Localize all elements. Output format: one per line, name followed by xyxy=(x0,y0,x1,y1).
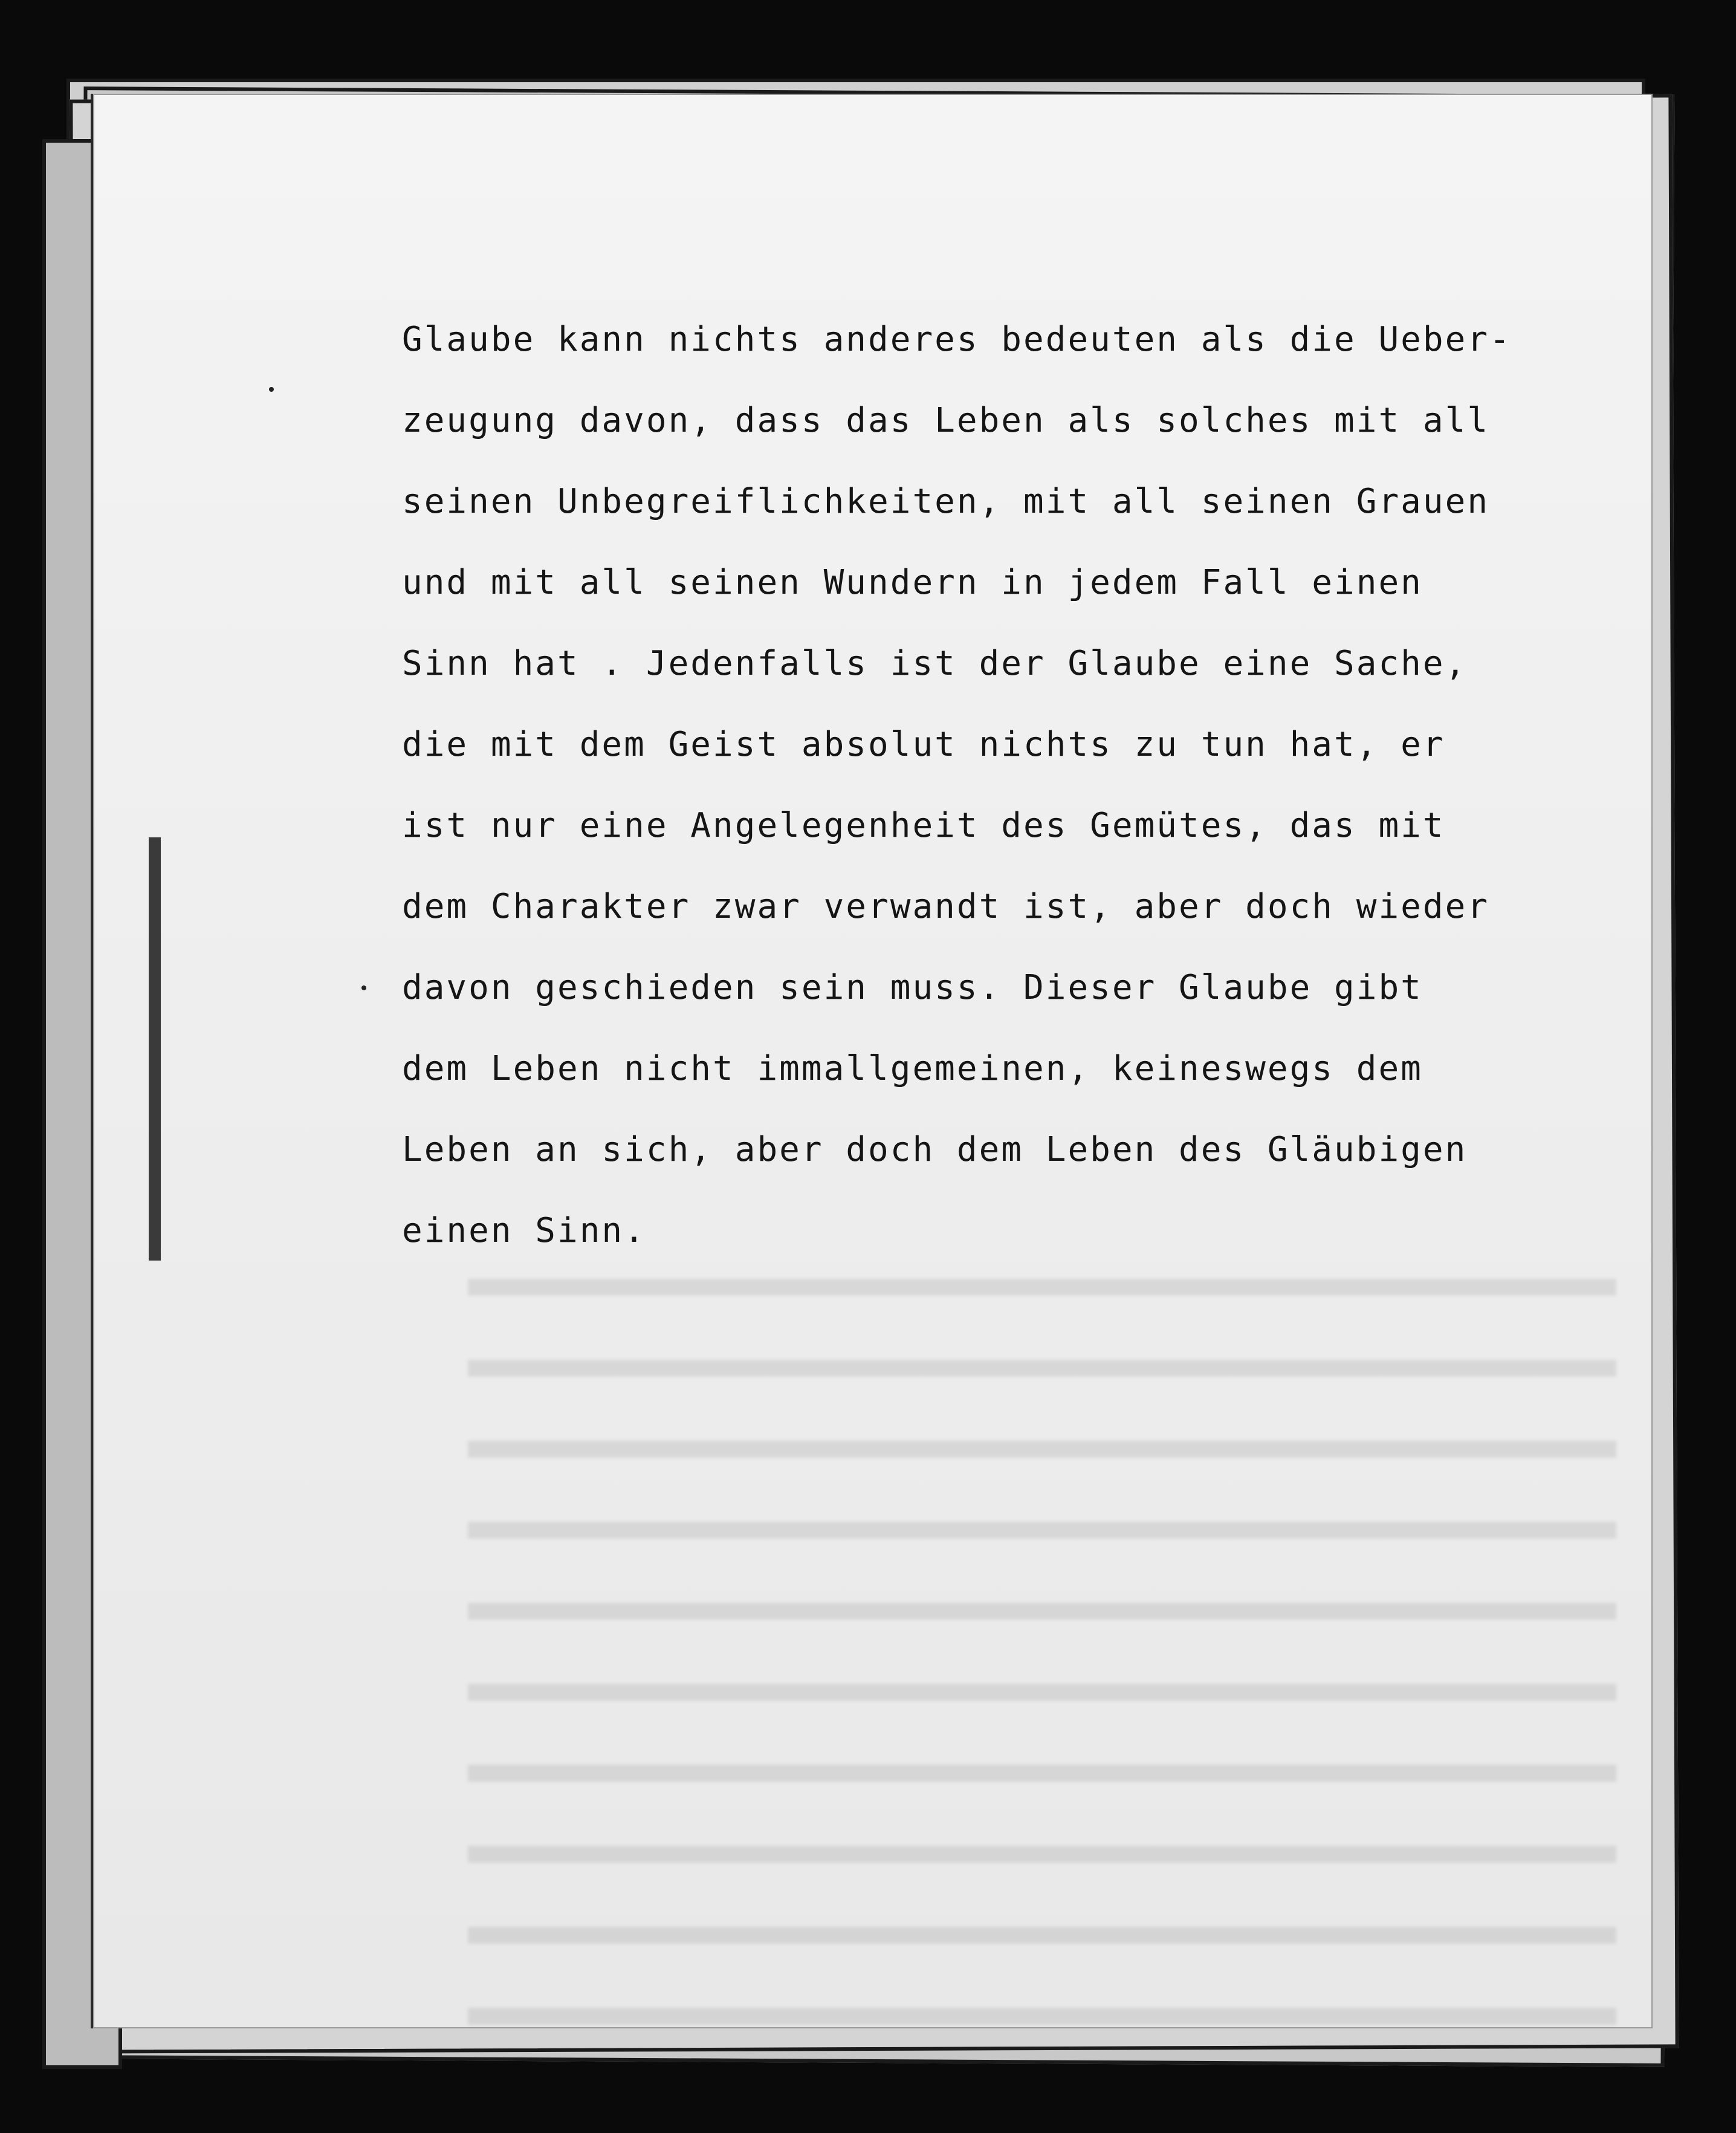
text-line: davon geschieden sein muss. Dieser Glaube gibt xyxy=(402,968,1423,1007)
ink-dot xyxy=(361,985,366,990)
margin-mark xyxy=(149,837,161,1261)
text-line: Leben an sich, aber doch dem Leben des Gläubigen xyxy=(402,1130,1468,1169)
ink-dot xyxy=(269,387,274,392)
text-line: die mit dem Geist absolut nichts zu tun hat, er xyxy=(402,725,1445,764)
text-line: seinen Unbegreiflichkeiten, mit all seinen Grauen xyxy=(402,482,1490,521)
text-line: dem Charakter zwar verwandt ist, aber doch wieder xyxy=(402,887,1490,926)
bleed-through-text xyxy=(468,1242,1616,2028)
text-line: zeugung davon, dass das Leben als solches mit all xyxy=(402,401,1490,440)
text-line: Glaube kann nichts anderes bedeuten als die Ueber- xyxy=(402,320,1512,359)
body-text xyxy=(402,310,1611,1282)
text-line: Sinn hat . Jedenfalls ist der Glaube eine Sache, xyxy=(402,644,1468,683)
text-line: dem Leben nicht immallgemeinen, keineswegs dem xyxy=(402,1049,1423,1088)
text-line: und mit all seinen Wundern in jedem Fall einen xyxy=(402,563,1423,602)
text-line: einen Sinn. xyxy=(402,1211,646,1250)
text-line: ist nur eine Angelegenheit des Gemütes, das mit xyxy=(402,806,1445,845)
